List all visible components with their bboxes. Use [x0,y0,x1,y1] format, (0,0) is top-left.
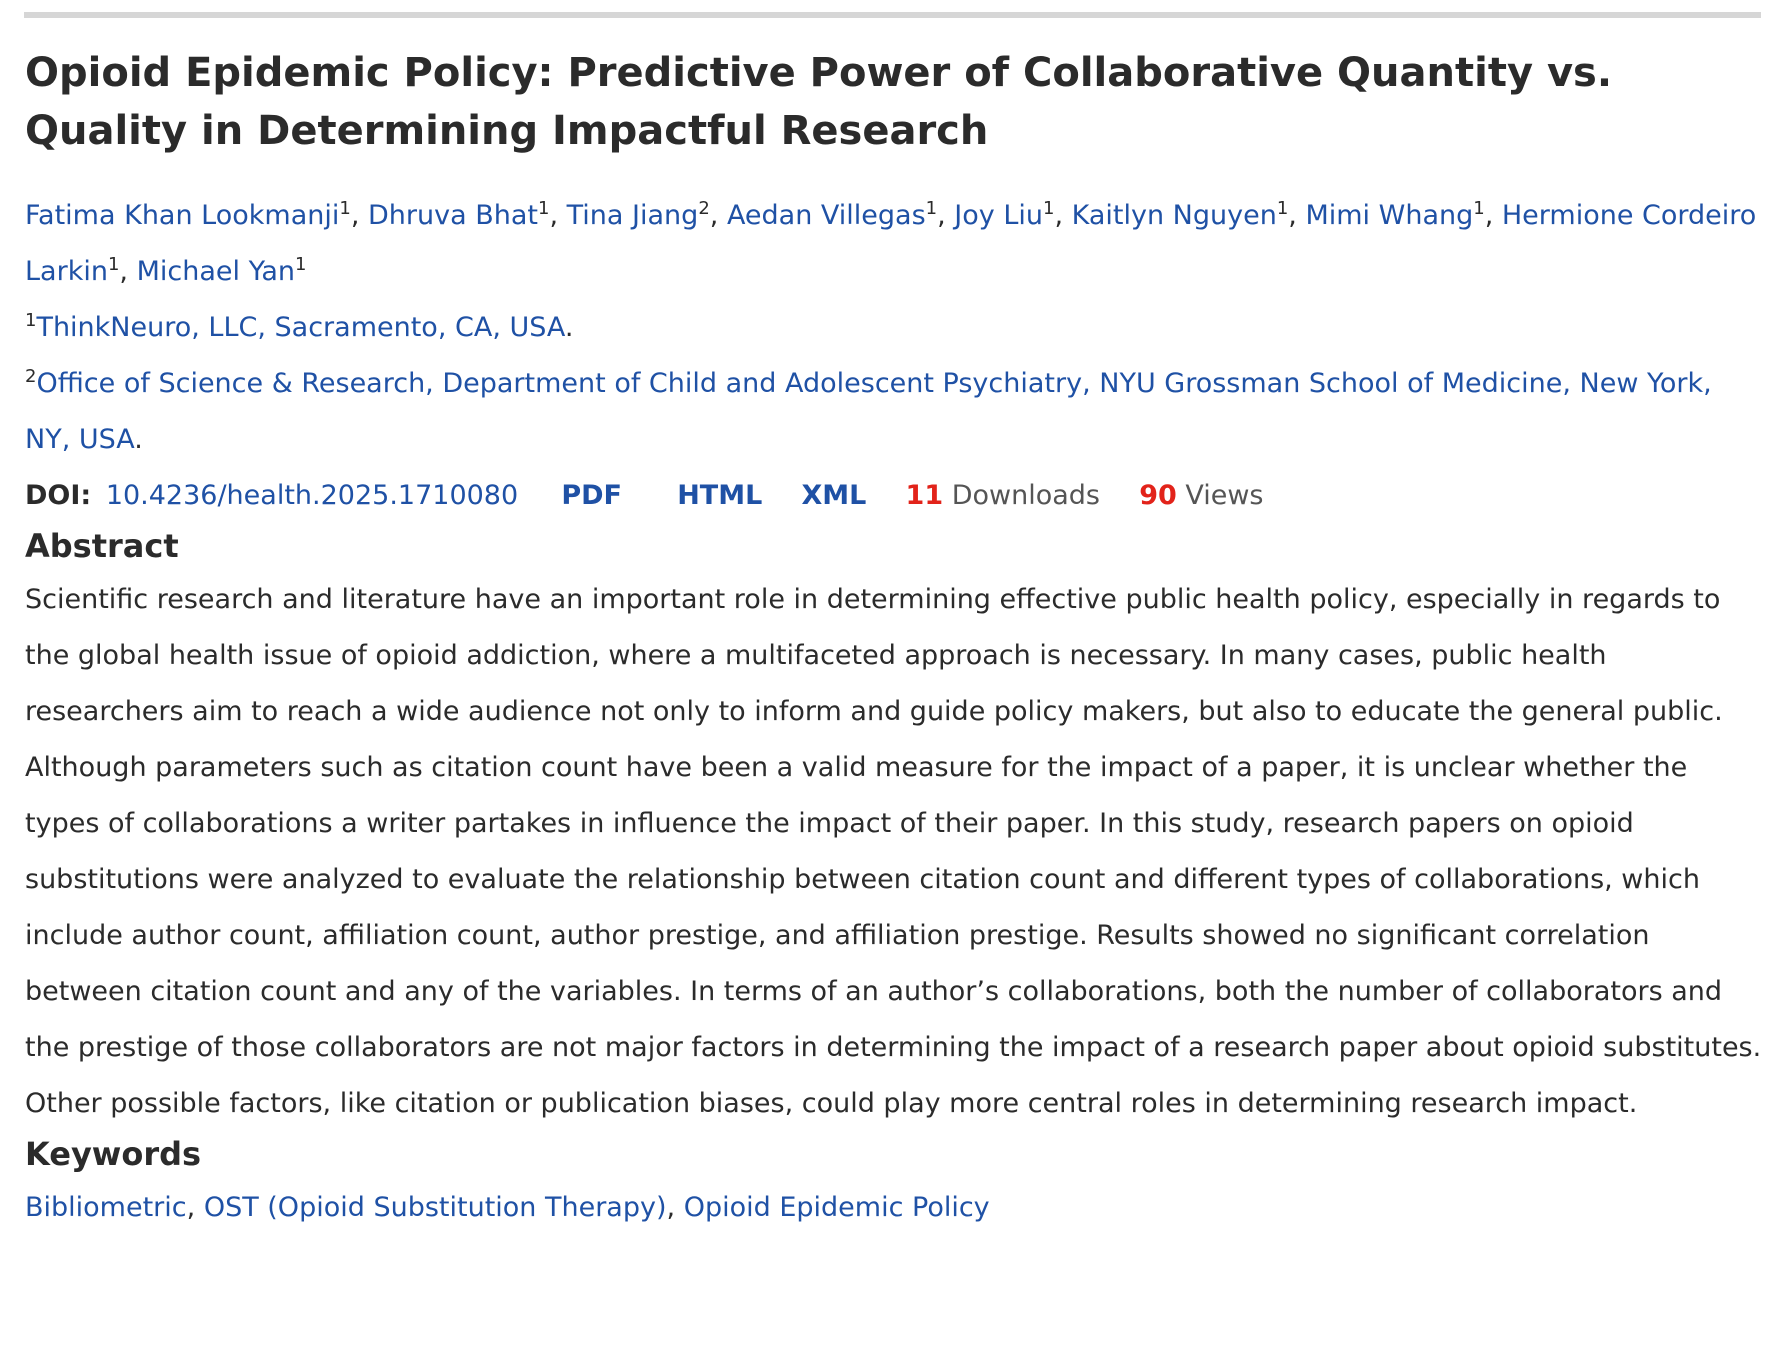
top-divider [24,12,1761,18]
author-link[interactable]: Dhruva Bhat [368,200,539,231]
author-link[interactable]: Joy Liu [954,200,1043,231]
author-affiliation-number: 1 [339,198,351,219]
keyword-separator: , [186,1192,204,1223]
keyword-link[interactable]: Bibliometric [25,1192,187,1223]
affiliation-number: 1 [25,310,37,331]
author-affiliation-number: 1 [538,198,550,219]
author-link[interactable]: Aedan Villegas [726,200,926,231]
xml-link[interactable]: XML [801,480,867,511]
views-label: Views [1185,480,1264,511]
author-list [25,188,1765,300]
author-affiliation-number: 1 [925,198,938,219]
author-link[interactable]: Hermione Cordeiro Larkin [25,200,1757,287]
keywords-heading: Keywords [25,1135,202,1173]
downloads-label: Downloads [951,480,1100,511]
author-link[interactable]: Fatima Khan Lookmanji [25,200,340,231]
views-count: 90 [1139,480,1177,511]
author-separator: , [709,200,727,231]
author-affiliation-number: 2 [698,198,710,219]
author-separator: , [937,200,955,231]
author-separator: , [1484,200,1502,231]
author-affiliation-number: 1 [295,254,307,275]
article-content [25,44,1765,1236]
affiliation-number: 2 [25,366,37,387]
affiliation-2 [25,356,1765,468]
author-separator: , [350,200,369,231]
author-affiliation-number: 1 [1473,198,1485,219]
keyword-separator: , [666,1192,684,1223]
doi-label: DOI: [25,480,92,511]
author-affiliation-number: 1 [107,254,120,275]
author-separator: , [1054,200,1072,231]
downloads-count: 11 [905,480,944,511]
abstract-heading: Abstract [25,527,179,565]
affiliation-1 [25,300,1765,356]
affiliation-link[interactable]: ThinkNeuro, LLC, Sacramento, CA, USA [36,312,565,343]
keyword-list [25,1180,1765,1236]
pdf-link[interactable]: PDF [561,480,622,511]
author-separator: , [1288,200,1306,231]
author-separator: , [549,200,567,231]
article-meta-bar [25,468,1765,524]
author-affiliation-number: 1 [1043,198,1055,219]
author-link[interactable]: Mimi Whang [1305,200,1474,231]
author-link[interactable]: Michael Yan [136,256,296,287]
html-link[interactable]: HTML [677,480,763,511]
doi-link[interactable]: 10.4236/health.2025.1710080 [105,480,519,511]
author-link[interactable]: Tina Jiang [566,200,699,231]
author-separator: , [119,256,137,287]
author-affiliation-number: 1 [1276,198,1289,219]
affiliation-link[interactable]: Office of Science & Research, Department of Child and Adolescent Psychiatry, NYU Grossman School of Medicine, New York, NY, USA [25,368,1712,455]
affiliation-period: . [134,424,143,455]
article-title: Opioid Epidemic Policy: Predictive Power of Collaborative Quantity vs. Quality in Determining Impactful Research [25,50,1613,154]
keyword-link[interactable]: OST (Opioid Substitution Therapy) [203,1192,667,1223]
author-link[interactable]: Kaitlyn Nguyen [1071,200,1277,231]
affiliation-period: . [564,312,574,343]
abstract-text: Scientific research and literature have an important role in determining effective public health policy, especially in regards to the global health issue of opioid addiction, where a multifaceted approach is necessary. In many cases, public health researchers aim to reach a wide audience not only to inform and guide policy makers, but also to educate the general public. Although parameters such as citation count have been a valid measure for the impact of a paper, it is unclear whether the types of collaborations a writer partakes in influence the impact of their paper. In this study, research papers on opioid substitutions were analyzed to evaluate the relationship between citation count and different types of collaborations, which include author count, affiliation count, author prestige, and affiliation prestige. Results showed no significant correlation between citation count and any of the variables. In terms of an author’s collaborations, both the number of collaborators and the prestige of those collaborators are not major factors in determining the impact of a research paper about opioid substitutes. Other possible factors, like citation or publication biases, could play more central roles in determining research impact. [25,584,1762,1119]
keyword-link[interactable]: Opioid Epidemic Policy [683,1192,990,1223]
